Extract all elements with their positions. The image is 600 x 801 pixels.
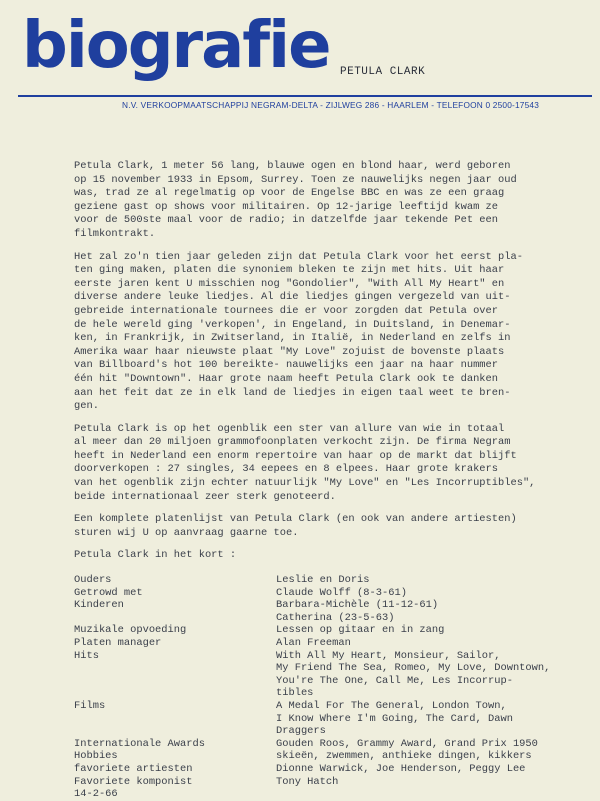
fact-label: Internationale Awards xyxy=(74,737,205,750)
fact-row xyxy=(74,750,584,763)
fact-label: Favoriete komponist xyxy=(74,775,193,788)
paragraph-discography: Een komplete platenlijst van Petula Clark (en ook van andere artiesten) sturen wij U op aanvraag gaarne toe. xyxy=(74,513,517,539)
fact-value: Alan Freeman xyxy=(276,637,351,649)
fact-value: Barbara-Michèle (11-12-61) Catherina (23-5-63) xyxy=(276,599,439,624)
fact-row xyxy=(74,587,584,600)
fact-value: With All My Heart, Monsieur, Sailor, My Friend The Sea, Romeo, My Love, Downtown, You're The One, Call Me, Les Incorrup- tibles xyxy=(276,649,551,700)
facts-table xyxy=(74,574,584,788)
fact-value: Dionne Warwick, Joe Henderson, Peggy Lee xyxy=(276,762,526,775)
fact-label: Kinderen xyxy=(74,599,124,612)
fact-row xyxy=(74,574,584,587)
fact-label: favoriete artiesten xyxy=(74,762,193,775)
fact-value: Leslie en Doris xyxy=(276,574,370,587)
fact-value: skieën, zwemmen, anthieke dingen, kikkers xyxy=(276,750,532,763)
fact-row xyxy=(74,776,584,789)
company-address-line: N.V. VERKOOPMAATSCHAPPIJ NEGRAM-DELTA - ZIJLWEG 286 - HAARLEM - TELEFOON 0 2500-17543 xyxy=(122,100,540,110)
fact-value: Claude Wolff (8-3-61) xyxy=(276,586,407,599)
summary-heading: Petula Clark in het kort : xyxy=(74,549,237,562)
fact-row xyxy=(74,637,584,650)
fact-row xyxy=(74,738,584,751)
fact-row xyxy=(74,650,584,700)
biografie-logo: biografie xyxy=(22,9,330,83)
fact-label: Hobbies xyxy=(74,750,118,763)
fact-label: Hits xyxy=(74,649,99,662)
fact-value: Lessen op gitaar en in zang xyxy=(276,624,445,637)
paragraph-sales: Petula Clark is op het ogenblik een ster van allure van wie in totaal al meer dan 20 miljoen grammofoonplaten verkocht zijn. De firma Negram heeft in Nederland een enorm repertoire van haar op de markt dat blijft doorverkopen : 27 singles, 34 eepees en 8 elpees. Haar grote krakers van het ogenblik zijn echter natuurlijk "My Love" en "Les Incorruptibles", beide internationaal zeer sterk genoteerd. xyxy=(74,422,536,503)
fact-label: Getrowd met xyxy=(74,586,143,599)
biography-body xyxy=(74,160,584,801)
fact-row xyxy=(74,763,584,776)
header-rule xyxy=(18,95,592,97)
fact-label: Platen manager xyxy=(74,637,162,649)
subject-name: PETULA CLARK xyxy=(340,66,426,78)
fact-value: Tony Hatch xyxy=(276,775,339,788)
fact-row xyxy=(74,624,584,637)
fact-label: Films xyxy=(74,699,106,712)
fact-label: Muzikale opvoeding xyxy=(74,624,187,637)
paragraph-intro: Petula Clark, 1 meter 56 lang, blauwe ogen en blond haar, werd geboren op 15 november 1933 in Epsom, Surrey. Toen ze nauwelijks negen jaar oud was, trad ze al regelmatig op voor de Engelse BBC en was ze een graag geziene gast op shows voor militairen. Op 12-jarige leeftijd kwam ze voor de 500ste maal voor de radio; in datzelfde jaar tekende Pet een filmkontrakt. xyxy=(74,160,517,240)
fact-row xyxy=(74,700,584,738)
fact-value: A Medal For The General, London Town, I Know Where I'm Going, The Card, Dawn Draggers xyxy=(276,699,513,738)
fact-label: Ouders xyxy=(74,574,112,587)
document-date: 14-2-66 xyxy=(74,788,118,801)
paragraph-career: Het zal zo'n tien jaar geleden zijn dat Petula Clark voor het eerst pla- ten ging maken, platen die synoniem bleken te zijn met hits. Uit haar eerste jaren kent U misschien nog "Gondolier", "With All My Heart" en diverse andere leuke liedjes. Al die liedjes gingen vergezeld van uit- gebreide internationale tournees die er voor zorgden dat Petula over de hele wereld ging 'verkopen', in Engeland, in Duitsland, in Denemar- ken, in Frankrijk, in Zwitserland, in Italië, in Nederland en zelfs in Amerika waar haar nieuwste plaat "My Love" zojuist de bovenste plaats van Billboard's hot 100 bereikte- nauwelijks een jaar na haar nummer één hit "Downtown". Haar grote naam heeft Petula Clark ook te danken aan het feit dat ze in elk land de liedjes in eigen taal weet te bren- gen. xyxy=(74,250,523,413)
fact-value: Gouden Roos, Grammy Award, Grand Prix 1950 xyxy=(276,737,538,750)
fact-row xyxy=(74,599,584,624)
